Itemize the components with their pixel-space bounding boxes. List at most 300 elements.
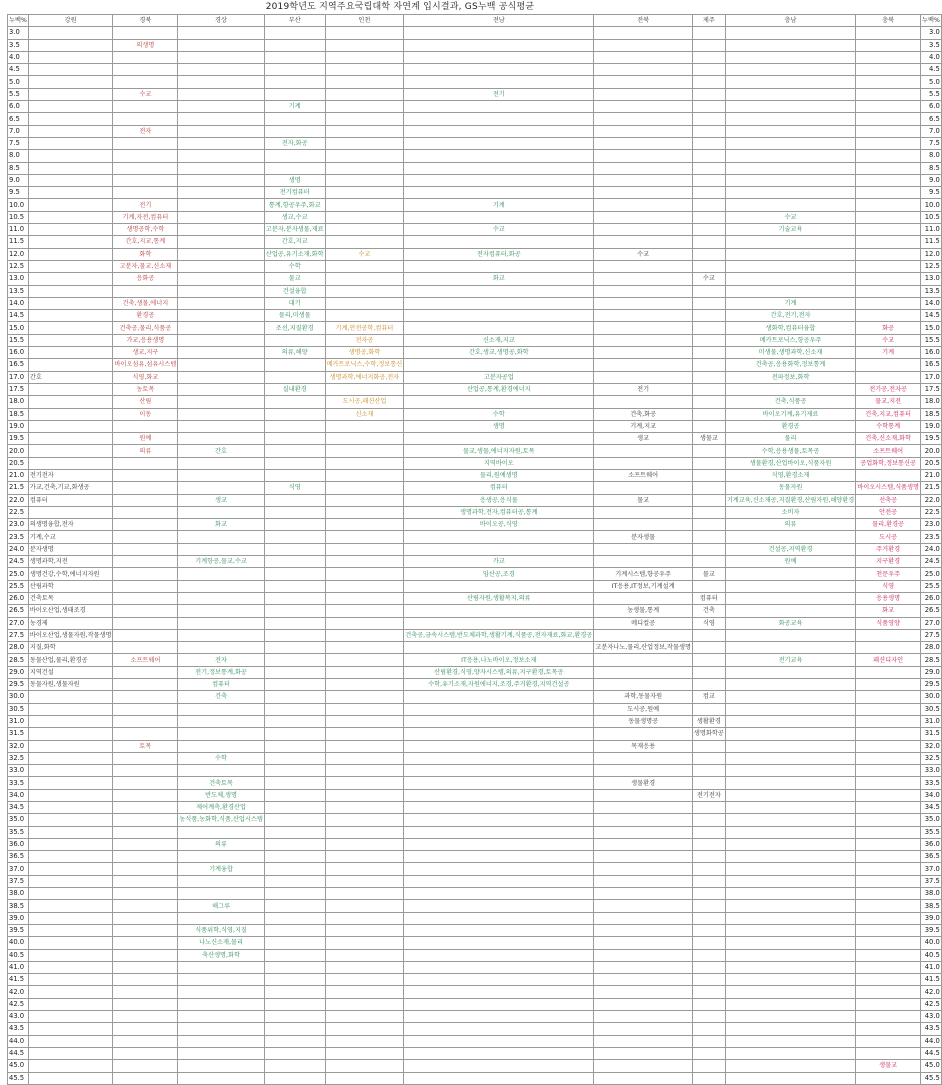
department-cell	[404, 961, 594, 973]
department-cell	[325, 789, 404, 801]
department-cell	[325, 777, 404, 789]
department-cell	[692, 1047, 725, 1059]
department-cell	[264, 617, 325, 629]
department-cell	[264, 912, 325, 924]
department-cell	[692, 113, 725, 125]
header-region: 부산	[264, 15, 325, 27]
percentile-cell: 21.0	[8, 469, 29, 481]
department-cell	[178, 51, 265, 63]
percentile-cell: 35.0	[8, 814, 29, 826]
department-cell	[264, 888, 325, 900]
department-cell	[692, 949, 725, 961]
department-cell	[856, 924, 921, 936]
department-cell: 수학	[264, 260, 325, 272]
department-cell	[113, 556, 178, 568]
department-cell	[178, 568, 265, 580]
percentile-cell: 7.5	[920, 137, 941, 149]
department-cell: 고분자,물교,신소재	[113, 260, 178, 272]
department-cell	[725, 137, 855, 149]
department-cell: 농경제	[28, 617, 113, 629]
department-cell	[113, 543, 178, 555]
department-cell	[28, 998, 113, 1010]
percentile-cell: 12.5	[8, 260, 29, 272]
header-region: 전남	[404, 15, 594, 27]
department-cell	[404, 998, 594, 1010]
department-cell	[404, 285, 594, 297]
percentile-cell: 23.0	[920, 519, 941, 531]
department-cell	[856, 88, 921, 100]
percentile-cell: 44.0	[8, 1035, 29, 1047]
percentile-cell: 25.5	[8, 580, 29, 592]
department-cell	[264, 740, 325, 752]
department-cell	[725, 113, 855, 125]
department-cell: 가교	[404, 556, 594, 568]
department-cell	[725, 285, 855, 297]
department-cell: 수학	[404, 408, 594, 420]
department-cell	[28, 396, 113, 408]
department-cell	[404, 76, 594, 88]
department-cell	[325, 752, 404, 764]
department-cell: 바이오산업,생물자원,작물생명	[28, 629, 113, 641]
percentile-cell: 37.5	[920, 875, 941, 887]
percentile-cell: 45.0	[8, 1060, 29, 1072]
department-cell	[594, 285, 693, 297]
department-cell	[404, 1023, 594, 1035]
department-cell	[264, 777, 325, 789]
percentile-cell: 23.5	[8, 531, 29, 543]
department-cell: 건축공,금속시스템,반도체과학,생활기계,식품공,전자재료,화교,환경공	[404, 629, 594, 641]
department-cell	[264, 838, 325, 850]
percentile-cell: 21.5	[920, 482, 941, 494]
percentile-cell: 32.0	[8, 740, 29, 752]
department-cell: 주거환경	[856, 543, 921, 555]
department-cell	[325, 506, 404, 518]
percentile-cell: 32.0	[920, 740, 941, 752]
department-cell	[856, 679, 921, 691]
table-row	[8, 494, 942, 506]
department-cell	[325, 260, 404, 272]
department-cell	[594, 76, 693, 88]
department-cell	[692, 469, 725, 481]
department-cell	[264, 457, 325, 469]
department-cell	[594, 445, 693, 457]
department-cell	[404, 605, 594, 617]
department-cell	[325, 703, 404, 715]
department-cell	[178, 912, 265, 924]
department-cell: 원예	[113, 433, 178, 445]
department-cell	[725, 260, 855, 272]
department-cell	[404, 260, 594, 272]
department-cell	[178, 1023, 265, 1035]
department-cell	[113, 949, 178, 961]
department-cell: 고분자,분자생물,재료	[264, 224, 325, 236]
department-cell: IT응용,IT정보,기계설계	[594, 580, 693, 592]
department-cell: 메카트로닉스,항공우주	[725, 334, 855, 346]
department-cell	[325, 310, 404, 322]
department-cell	[692, 211, 725, 223]
department-cell	[856, 666, 921, 678]
department-cell	[404, 543, 594, 555]
department-cell	[113, 802, 178, 814]
department-cell	[325, 285, 404, 297]
department-cell	[28, 101, 113, 113]
table-row	[8, 1023, 942, 1035]
department-cell	[325, 174, 404, 186]
header-region: 전북	[594, 15, 693, 27]
department-cell: 물교	[692, 568, 725, 580]
department-cell	[725, 1035, 855, 1047]
department-cell	[404, 39, 594, 51]
department-cell	[325, 814, 404, 826]
department-cell	[692, 986, 725, 998]
department-cell	[113, 580, 178, 592]
department-cell	[692, 506, 725, 518]
department-cell	[325, 986, 404, 998]
department-cell	[594, 666, 693, 678]
department-cell	[725, 162, 855, 174]
table-row	[8, 469, 942, 481]
department-cell	[264, 654, 325, 666]
department-cell: 실내환경	[264, 383, 325, 395]
percentile-cell: 26.5	[920, 605, 941, 617]
percentile-cell: 8.5	[920, 162, 941, 174]
department-cell	[178, 592, 265, 604]
department-cell: 대기	[264, 297, 325, 309]
department-cell: 전자컴퓨터,화공	[404, 248, 594, 260]
department-cell	[325, 580, 404, 592]
department-cell	[178, 728, 265, 740]
department-cell	[856, 199, 921, 211]
department-cell	[178, 383, 265, 395]
percentile-cell: 18.5	[920, 408, 941, 420]
department-cell	[325, 469, 404, 481]
department-cell: 수학,응용생물,토목공	[725, 445, 855, 457]
department-cell	[856, 900, 921, 912]
department-cell	[178, 236, 265, 248]
department-cell	[594, 937, 693, 949]
department-cell	[594, 51, 693, 63]
department-cell	[856, 137, 921, 149]
department-cell	[178, 27, 265, 39]
department-cell	[325, 162, 404, 174]
percentile-cell: 21.5	[8, 482, 29, 494]
department-cell: 안전공	[856, 506, 921, 518]
percentile-cell: 39.0	[920, 912, 941, 924]
department-cell	[264, 826, 325, 838]
table-row	[8, 383, 942, 395]
department-cell	[725, 174, 855, 186]
department-cell: 생물환경	[594, 777, 693, 789]
department-cell	[404, 875, 594, 887]
department-cell: 기계시스템,항공우주	[594, 568, 693, 580]
department-cell	[692, 961, 725, 973]
department-cell	[594, 1060, 693, 1072]
department-cell	[594, 113, 693, 125]
percentile-cell: 3.0	[8, 27, 29, 39]
header-row	[8, 15, 942, 27]
percentile-cell: 25.5	[920, 580, 941, 592]
department-cell	[28, 1047, 113, 1059]
table-row	[8, 322, 942, 334]
department-cell: 수교	[113, 88, 178, 100]
percentile-cell: 15.5	[8, 334, 29, 346]
department-cell	[856, 974, 921, 986]
department-cell	[178, 580, 265, 592]
department-cell	[178, 150, 265, 162]
department-cell	[28, 199, 113, 211]
department-cell: 바이오시스템,식품생명	[856, 482, 921, 494]
department-cell	[856, 691, 921, 703]
department-cell	[178, 974, 265, 986]
department-cell: 신소재	[325, 408, 404, 420]
percentile-cell: 37.0	[920, 863, 941, 875]
table-row	[8, 224, 942, 236]
department-cell	[594, 961, 693, 973]
department-cell	[28, 1060, 113, 1072]
department-cell	[594, 39, 693, 51]
department-cell	[178, 297, 265, 309]
department-cell: 물리,미생물	[264, 310, 325, 322]
department-cell	[178, 703, 265, 715]
department-cell	[856, 986, 921, 998]
department-cell	[404, 900, 594, 912]
table-row	[8, 260, 942, 272]
department-cell	[264, 974, 325, 986]
department-cell: 산림환경,식영,양자시스템,의류,지구환경,토목공	[404, 666, 594, 678]
department-cell	[325, 863, 404, 875]
percentile-cell: 39.0	[8, 912, 29, 924]
department-cell: 산업공,유기소재,화학	[264, 248, 325, 260]
department-cell	[28, 113, 113, 125]
percentile-cell: 22.5	[8, 506, 29, 518]
department-cell	[28, 408, 113, 420]
percentile-cell: 45.0	[920, 1060, 941, 1072]
percentile-cell: 44.5	[920, 1047, 941, 1059]
department-cell	[594, 838, 693, 850]
department-cell	[725, 875, 855, 887]
department-cell: 전기	[404, 88, 594, 100]
department-cell	[594, 187, 693, 199]
department-cell	[594, 371, 693, 383]
department-cell	[28, 236, 113, 248]
department-cell	[692, 888, 725, 900]
department-cell	[725, 851, 855, 863]
department-cell	[28, 420, 113, 432]
department-cell	[178, 408, 265, 420]
department-cell	[264, 519, 325, 531]
department-cell	[325, 1035, 404, 1047]
department-cell: 해그루	[178, 900, 265, 912]
department-cell	[113, 900, 178, 912]
department-cell	[113, 851, 178, 863]
table-row	[8, 88, 942, 100]
department-cell	[264, 420, 325, 432]
percentile-cell: 4.5	[920, 64, 941, 76]
department-cell	[28, 162, 113, 174]
department-cell	[404, 814, 594, 826]
department-cell	[692, 150, 725, 162]
percentile-cell: 18.0	[920, 396, 941, 408]
department-cell	[404, 1060, 594, 1072]
department-cell	[178, 76, 265, 88]
department-cell	[856, 838, 921, 850]
department-cell: 식품위학,식영,지질	[178, 924, 265, 936]
department-cell	[725, 1072, 855, 1084]
department-cell	[178, 174, 265, 186]
percentile-cell: 19.5	[920, 433, 941, 445]
percentile-cell: 23.5	[920, 531, 941, 543]
department-cell	[692, 408, 725, 420]
department-cell: 간호,지교,통계	[113, 236, 178, 248]
department-cell: 기계	[264, 101, 325, 113]
department-cell	[725, 777, 855, 789]
department-cell: 지역건설	[28, 666, 113, 678]
department-cell	[856, 789, 921, 801]
department-cell	[113, 765, 178, 777]
percentile-cell: 35.0	[920, 814, 941, 826]
department-cell: 기계,지교	[594, 420, 693, 432]
department-cell: 산업공,통계,환경에너지	[404, 383, 594, 395]
percentile-cell: 19.5	[8, 433, 29, 445]
department-cell: 기계,수교	[28, 531, 113, 543]
department-cell: 소프트웨어	[856, 445, 921, 457]
percentile-cell: 29.5	[920, 679, 941, 691]
department-cell	[404, 888, 594, 900]
department-cell: 건축공,응용화학,정보통계	[725, 359, 855, 371]
department-cell	[325, 150, 404, 162]
department-cell	[725, 88, 855, 100]
department-cell	[113, 752, 178, 764]
department-cell	[28, 137, 113, 149]
percentile-cell: 16.5	[8, 359, 29, 371]
department-cell	[178, 64, 265, 76]
department-cell	[113, 482, 178, 494]
table-row	[8, 64, 942, 76]
table-row	[8, 248, 942, 260]
department-cell	[725, 150, 855, 162]
department-cell	[856, 113, 921, 125]
department-cell	[692, 260, 725, 272]
table-row	[8, 519, 942, 531]
department-cell	[692, 236, 725, 248]
department-cell	[28, 125, 113, 137]
percentile-cell: 10.0	[8, 199, 29, 211]
percentile-cell: 28.0	[8, 642, 29, 654]
department-cell	[404, 802, 594, 814]
percentile-cell: 19.0	[8, 420, 29, 432]
department-cell	[325, 1060, 404, 1072]
department-cell	[404, 642, 594, 654]
department-cell	[325, 64, 404, 76]
percentile-cell: 9.5	[8, 187, 29, 199]
department-cell	[113, 1060, 178, 1072]
table-row	[8, 838, 942, 850]
department-cell	[856, 297, 921, 309]
department-cell: 전기	[594, 383, 693, 395]
table-row	[8, 826, 942, 838]
department-cell	[28, 260, 113, 272]
department-cell	[178, 137, 265, 149]
department-cell	[594, 174, 693, 186]
department-cell	[325, 433, 404, 445]
department-cell	[28, 334, 113, 346]
department-cell: 건설공,지역환경	[725, 543, 855, 555]
department-cell	[594, 752, 693, 764]
header-region: 경상	[178, 15, 265, 27]
department-cell	[178, 998, 265, 1010]
department-cell	[692, 162, 725, 174]
department-cell	[856, 236, 921, 248]
department-cell	[28, 150, 113, 162]
department-cell	[725, 986, 855, 998]
department-cell	[594, 900, 693, 912]
department-cell: 식품영양	[856, 617, 921, 629]
department-cell	[692, 445, 725, 457]
department-cell	[692, 174, 725, 186]
department-cell: 동물산업,물리,환경공	[28, 654, 113, 666]
percentile-cell: 8.0	[920, 150, 941, 162]
department-cell	[28, 445, 113, 457]
department-cell: 산림	[113, 396, 178, 408]
department-cell	[264, 27, 325, 39]
department-cell: 전기컴퓨터	[264, 187, 325, 199]
department-cell	[325, 666, 404, 678]
table-row	[8, 1035, 942, 1047]
department-cell	[113, 629, 178, 641]
department-cell	[692, 396, 725, 408]
department-cell	[692, 543, 725, 555]
header-region: 제주	[692, 15, 725, 27]
department-cell	[113, 728, 178, 740]
department-cell	[113, 679, 178, 691]
department-cell	[692, 137, 725, 149]
percentile-cell: 30.0	[920, 691, 941, 703]
percentile-cell: 32.5	[920, 752, 941, 764]
department-cell	[594, 888, 693, 900]
department-cell	[178, 88, 265, 100]
department-cell	[264, 568, 325, 580]
department-cell: 간호,지교	[264, 236, 325, 248]
department-cell	[856, 1023, 921, 1035]
percentile-cell: 6.0	[8, 101, 29, 113]
department-cell	[113, 51, 178, 63]
department-cell	[725, 802, 855, 814]
department-cell	[692, 777, 725, 789]
department-cell	[594, 802, 693, 814]
department-cell: 수교	[594, 248, 693, 260]
department-cell	[28, 1072, 113, 1084]
department-cell	[325, 531, 404, 543]
department-cell	[325, 998, 404, 1010]
percentile-cell: 15.0	[8, 322, 29, 334]
department-cell	[325, 1047, 404, 1059]
department-cell	[178, 273, 265, 285]
department-cell	[28, 949, 113, 961]
department-cell	[264, 961, 325, 973]
department-cell	[178, 986, 265, 998]
department-cell	[594, 949, 693, 961]
department-cell	[404, 101, 594, 113]
department-cell	[264, 469, 325, 481]
department-cell	[725, 568, 855, 580]
department-cell	[404, 113, 594, 125]
department-cell: 환경공	[113, 310, 178, 322]
department-cell	[325, 211, 404, 223]
department-cell	[28, 347, 113, 359]
department-cell	[856, 740, 921, 752]
department-cell	[856, 802, 921, 814]
department-cell: 도시공	[856, 531, 921, 543]
